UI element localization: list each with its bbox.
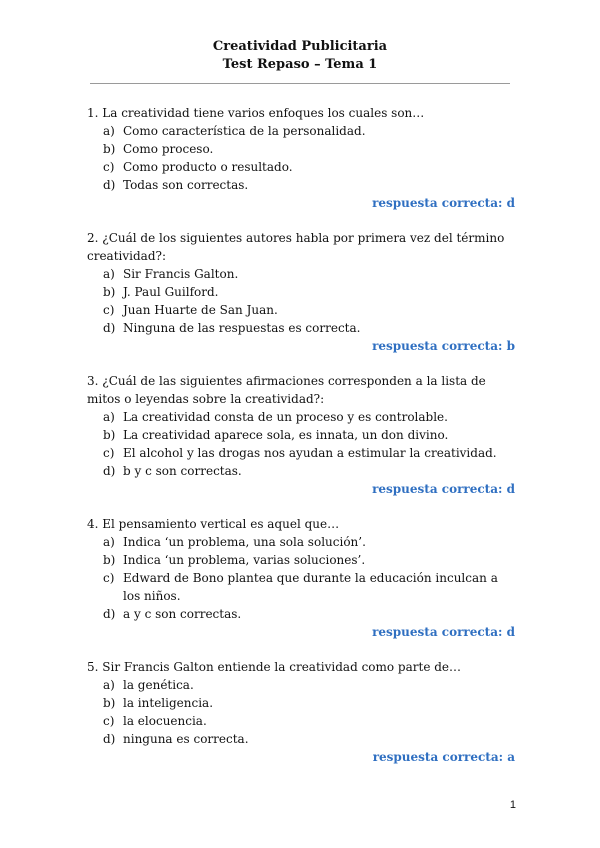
option bbox=[87, 158, 515, 176]
option-letter: d) bbox=[103, 464, 116, 478]
option-text: Como producto o resultado. bbox=[123, 160, 293, 174]
option bbox=[87, 462, 515, 480]
option-letter: d) bbox=[103, 607, 116, 621]
option-text: Como proceso. bbox=[123, 142, 214, 156]
document-header bbox=[0, 38, 600, 74]
option-text: ninguna es correcta. bbox=[123, 732, 249, 746]
option-letter: a) bbox=[103, 678, 115, 692]
option bbox=[87, 426, 515, 444]
option-letter: a) bbox=[103, 124, 115, 138]
question-5 bbox=[87, 658, 515, 766]
option-letter: d) bbox=[103, 321, 116, 335]
option bbox=[87, 140, 515, 158]
option-letter: c) bbox=[103, 303, 115, 317]
option-text: la elocuencia. bbox=[123, 714, 207, 728]
option bbox=[87, 730, 515, 748]
option-list bbox=[87, 676, 515, 748]
option bbox=[87, 265, 515, 283]
document-subtitle: Test Repaso – Tema 1 bbox=[222, 57, 378, 72]
option-text: Ninguna de las respuestas es correcta. bbox=[123, 321, 361, 335]
option-text: La creatividad consta de un proceso y es controlable. bbox=[123, 410, 448, 424]
question-text: 5. Sir Francis Galton entiende la creatividad como parte de… bbox=[87, 660, 462, 674]
option bbox=[87, 176, 515, 194]
option bbox=[87, 122, 515, 140]
option bbox=[87, 569, 515, 605]
option bbox=[87, 676, 515, 694]
option bbox=[87, 408, 515, 426]
option bbox=[87, 605, 515, 623]
option-text: Sir Francis Galton. bbox=[123, 267, 239, 281]
option-letter: d) bbox=[103, 732, 116, 746]
option-text: la inteligencia. bbox=[123, 696, 214, 710]
option-letter: c) bbox=[103, 446, 115, 460]
option bbox=[87, 694, 515, 712]
question-list bbox=[87, 104, 515, 783]
option-letter: a) bbox=[103, 267, 115, 281]
option-letter: d) bbox=[103, 178, 116, 192]
page-number: 1 bbox=[509, 799, 516, 811]
question-3 bbox=[87, 372, 515, 498]
question-4 bbox=[87, 515, 515, 641]
option-letter: b) bbox=[103, 285, 116, 299]
option-list bbox=[87, 122, 515, 194]
question-text: 2. ¿Cuál de los siguientes autores habla por primera vez del término creatividad?: bbox=[87, 231, 505, 263]
option bbox=[87, 283, 515, 301]
document-title: Creatividad Publicitaria bbox=[212, 39, 388, 54]
option-text: J. Paul Guilford. bbox=[123, 285, 219, 299]
question-text: 1. La creatividad tiene varios enfoques los cuales son… bbox=[87, 106, 425, 120]
option-text: Indica ‘un problema, varias soluciones’. bbox=[123, 553, 366, 567]
option-text: b y c son correctas. bbox=[123, 464, 242, 478]
option-letter: a) bbox=[103, 410, 115, 424]
option-text: La creatividad aparece sola, es innata, un don divino. bbox=[123, 428, 449, 442]
question-text: 4. El pensamiento vertical es aquel que… bbox=[87, 517, 340, 531]
option-text: Indica ‘un problema, una sola solución’. bbox=[123, 535, 366, 549]
option-list bbox=[87, 265, 515, 337]
option-letter: b) bbox=[103, 142, 116, 156]
option-text: la genética. bbox=[123, 678, 194, 692]
option bbox=[87, 551, 515, 569]
option-text: Todas son correctas. bbox=[123, 178, 249, 192]
option-letter: c) bbox=[103, 714, 115, 728]
option-letter: b) bbox=[103, 696, 116, 710]
option-letter: b) bbox=[103, 553, 116, 567]
option-text: Juan Huarte de San Juan. bbox=[123, 303, 278, 317]
question-1 bbox=[87, 104, 515, 212]
header-divider bbox=[90, 83, 510, 84]
option-list bbox=[87, 408, 515, 480]
option-text: Como característica de la personalidad. bbox=[123, 124, 366, 138]
option-letter: b) bbox=[103, 428, 116, 442]
correct-answer: respuesta correcta: d bbox=[372, 196, 515, 210]
option bbox=[87, 533, 515, 551]
option-text: a y c son correctas. bbox=[123, 607, 242, 621]
option-letter: c) bbox=[103, 160, 115, 174]
correct-answer: respuesta correcta: d bbox=[372, 482, 515, 496]
option-list bbox=[87, 533, 515, 623]
option-letter: c) bbox=[103, 571, 115, 585]
correct-answer: respuesta correcta: b bbox=[372, 339, 515, 353]
correct-answer: respuesta correcta: d bbox=[372, 625, 515, 639]
question-text: 3. ¿Cuál de las siguientes afirmaciones corresponden a la lista de mitos o leyendas sobre la creatividad?: bbox=[87, 374, 486, 406]
option-text: El alcohol y las drogas nos ayudan a estimular la creatividad. bbox=[123, 446, 497, 460]
option bbox=[87, 319, 515, 337]
correct-answer: respuesta correcta: a bbox=[372, 750, 515, 764]
option-letter: a) bbox=[103, 535, 115, 549]
option bbox=[87, 444, 515, 462]
question-2 bbox=[87, 229, 515, 355]
option bbox=[87, 712, 515, 730]
option bbox=[87, 301, 515, 319]
option-text: Edward de Bono plantea que durante la educación inculcan a los niños. bbox=[123, 571, 498, 603]
